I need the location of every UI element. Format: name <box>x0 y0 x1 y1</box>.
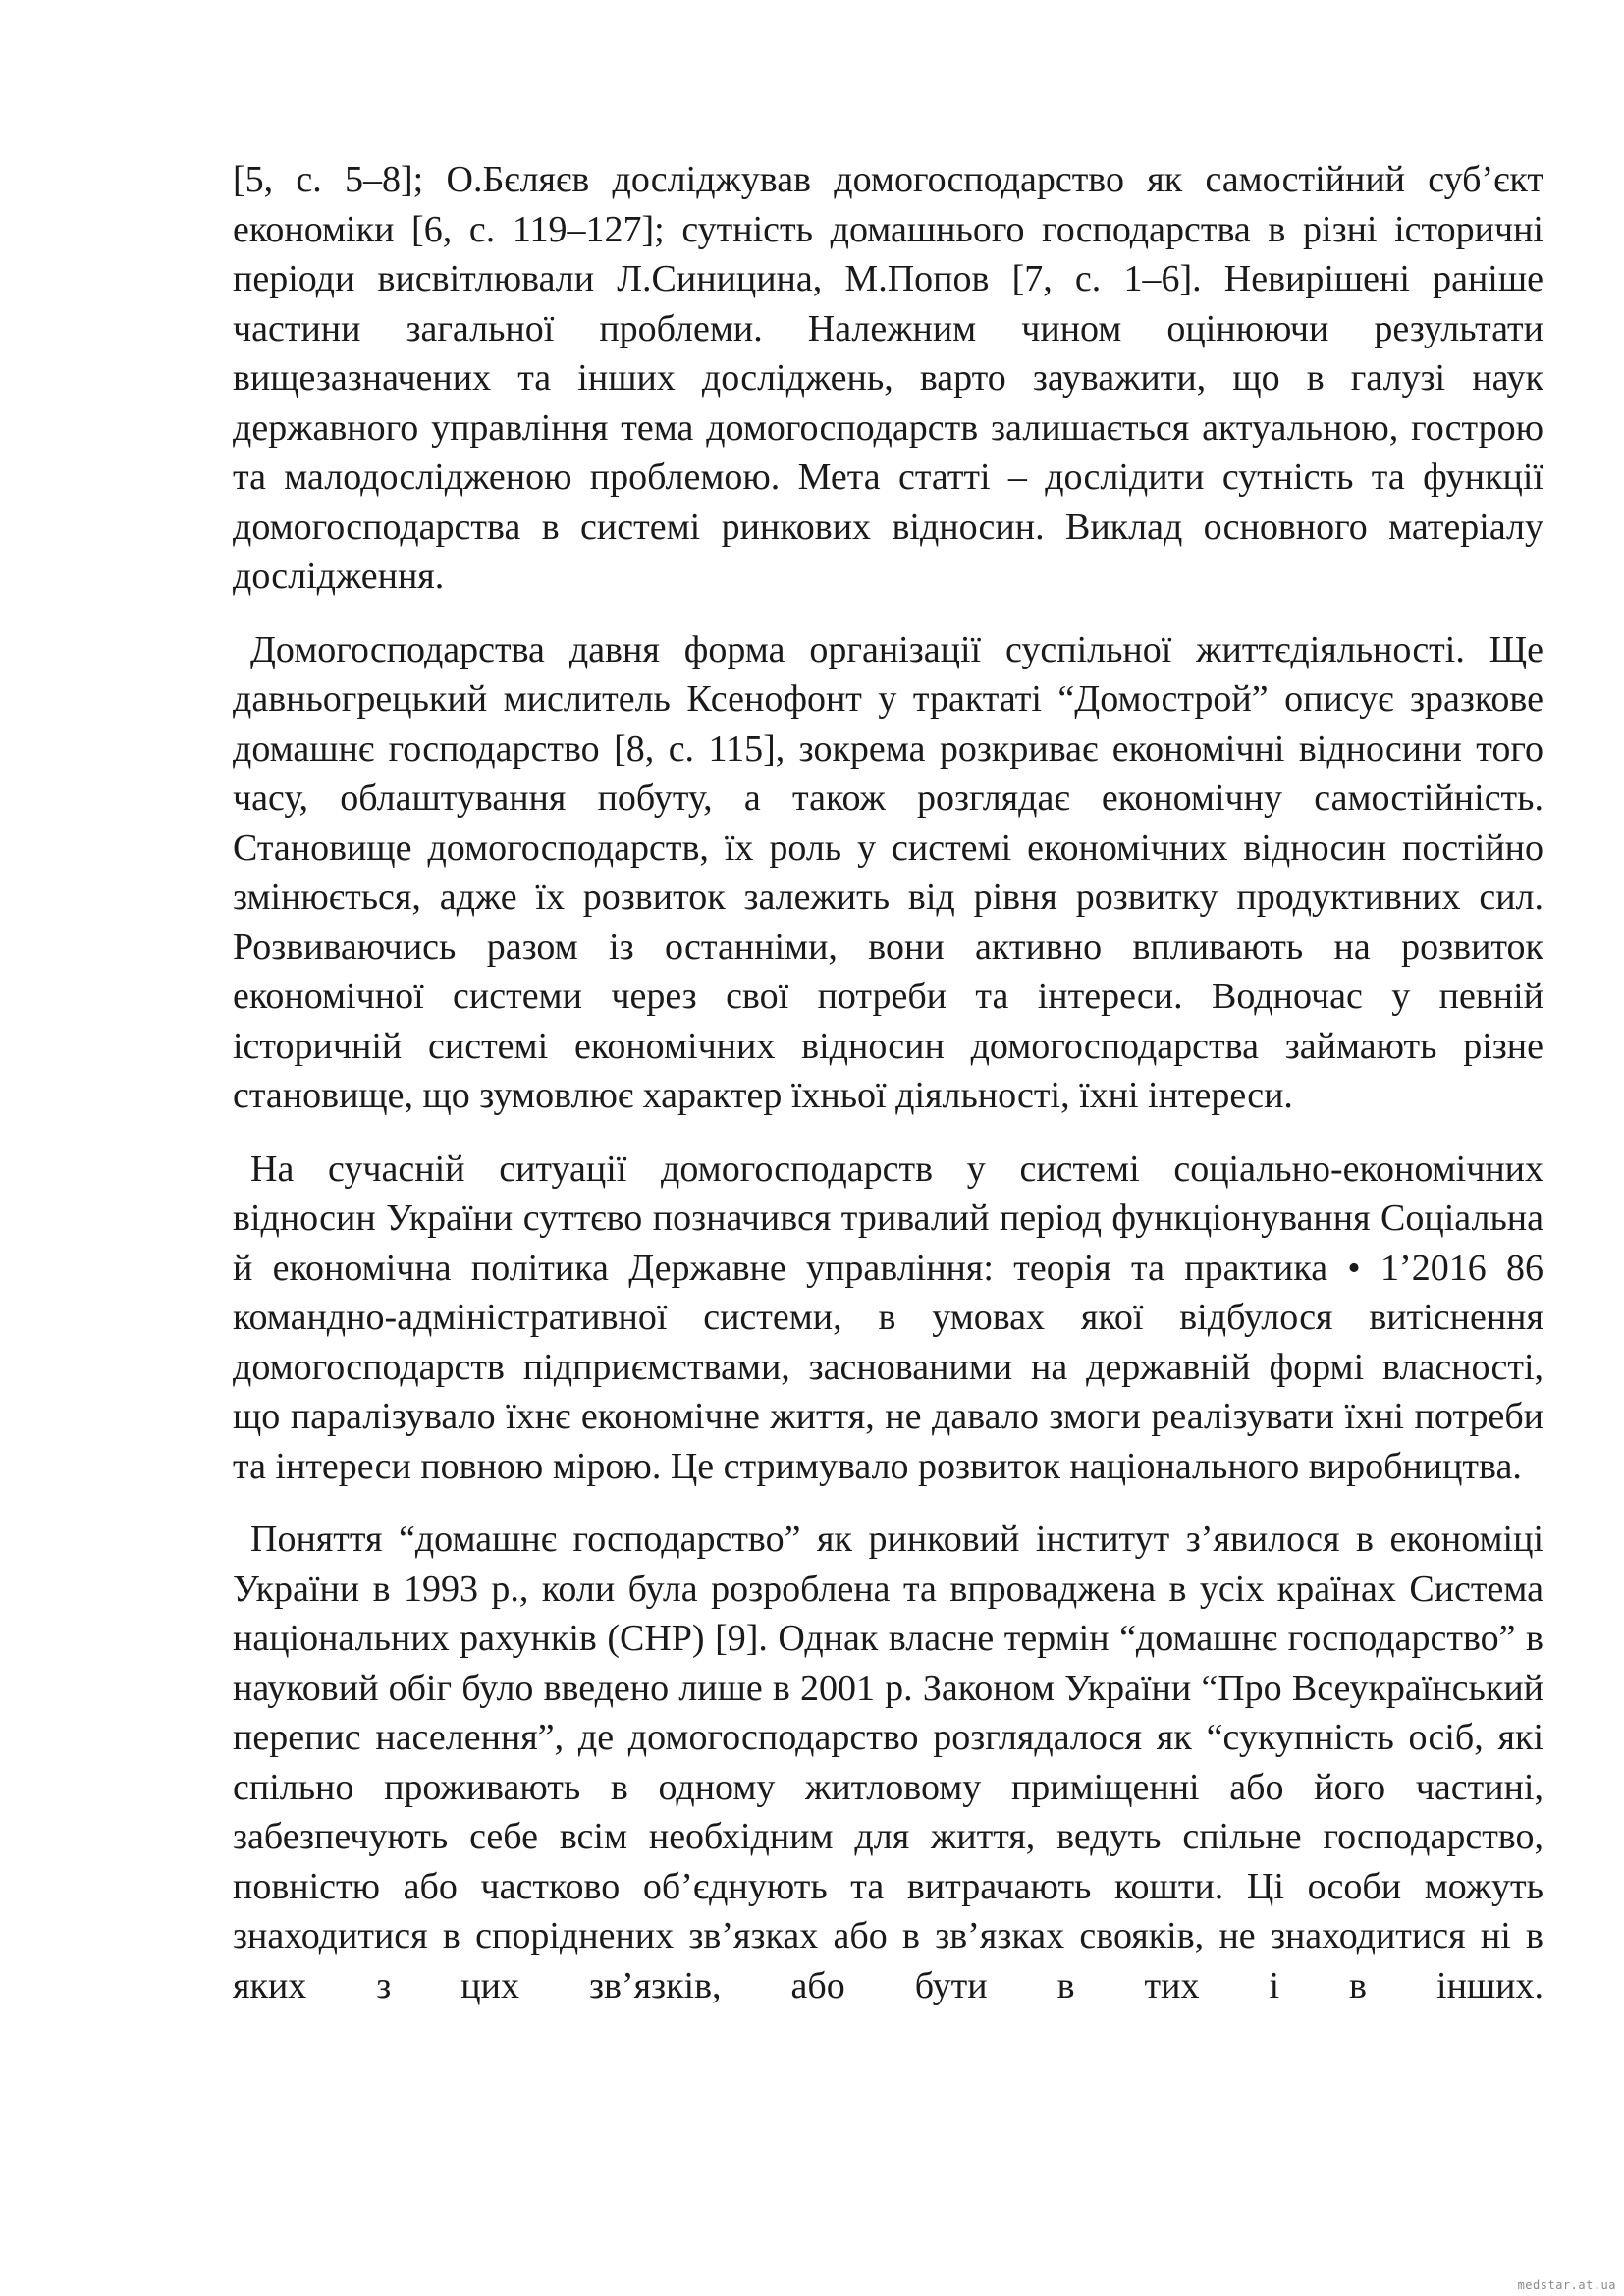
paragraph-1: [5, с. 5–8]; О.Бєляєв досліджував домогосподарство як самостійний суб’єкт економіки [6, с. 119–127]; сутність домашнього господарства в різні історичні періоди висвітлювали Л.Синицина, М.Попов [7, с. 1–6]. Невирішені раніше частини загальної проблеми. Належним чином оцінюючи результати вищезазначених та інших досліджень, варто зауважити, що в галузі наук державного управління тема домогосподарств залишається актуальною, гострою та малодослідженою проблемою. Мета статті – дослідити сутність та функції домогосподарства в системі ринкових відносин. Виклад основного матеріалу дослідження. <box>233 159 1543 597</box>
paragraph-4: Поняття “домашнє господарство” як ринковий інститут з’явилося в економіці України в 1993 р., коли була розроблена та впроваджена в усіх країнах Система національних рахунків (СНР) [9]. Однак власне термін “домашнє господарство” в науковий обіг було введено лише в 2001 р. Законом України “Про Всеукраїнський перепис населення”, де домогосподарство розглядалося як “сукупність осіб, які спільно проживають в одному житловому приміщенні або його частині, забезпечують себе всім необхідним для життя, ведуть спільне господарство, повністю або частково об’єднують та витрачають кошти. Ці особи можуть знаходитися в споріднених зв’язках або в зв’язках свояків, не знаходитися ні в яких з цих зв’язків, або бути в тих і в інших. <box>233 1519 1543 2006</box>
paragraph-3: На сучасній ситуації домогосподарств у системі соціально-економічних відносин України суттєво позначився тривалий період функціонування Соціальна й економічна політика Державне управління: теорія та практика • 1’2016 86 командно-адміністративної системи, в умовах якої відбулося витіснення домогосподарств підприємствами, заснованими на державній формі власності, що паралізувало їхнє економічне життя, не давало змоги реалізувати їхні потреби та інтереси повною мірою. Це стримувало розвиток національного виробництва. <box>233 1148 1543 1487</box>
site-watermark: medstar.at.ua <box>1517 2278 1616 2292</box>
paragraph-2: Домогосподарства давня форма організації суспільної життєдіяльності. Ще давньогрецький мислитель Ксенофонт у трактаті “Домострой” описує зразкове домашнє господарство [8, с. 115], зокрема розкриває економічні відносини того часу, облаштування побуту, а також розглядає економічну самостійність. Становище домогосподарств, їх роль у системі економічних відносин постійно змінюється, адже їх розвиток залежить від рівня розвитку продуктивних сил. Розвиваючись разом із останніми, вони активно впливають на розвиток економічної системи через свої потреби та інтереси. Водночас у певній історичній системі економічних відносин домогосподарства займають різне становище, що зумовлює характер їхньої діяльності, їхні інтереси. <box>233 628 1543 1116</box>
document-page <box>233 155 1543 2010</box>
